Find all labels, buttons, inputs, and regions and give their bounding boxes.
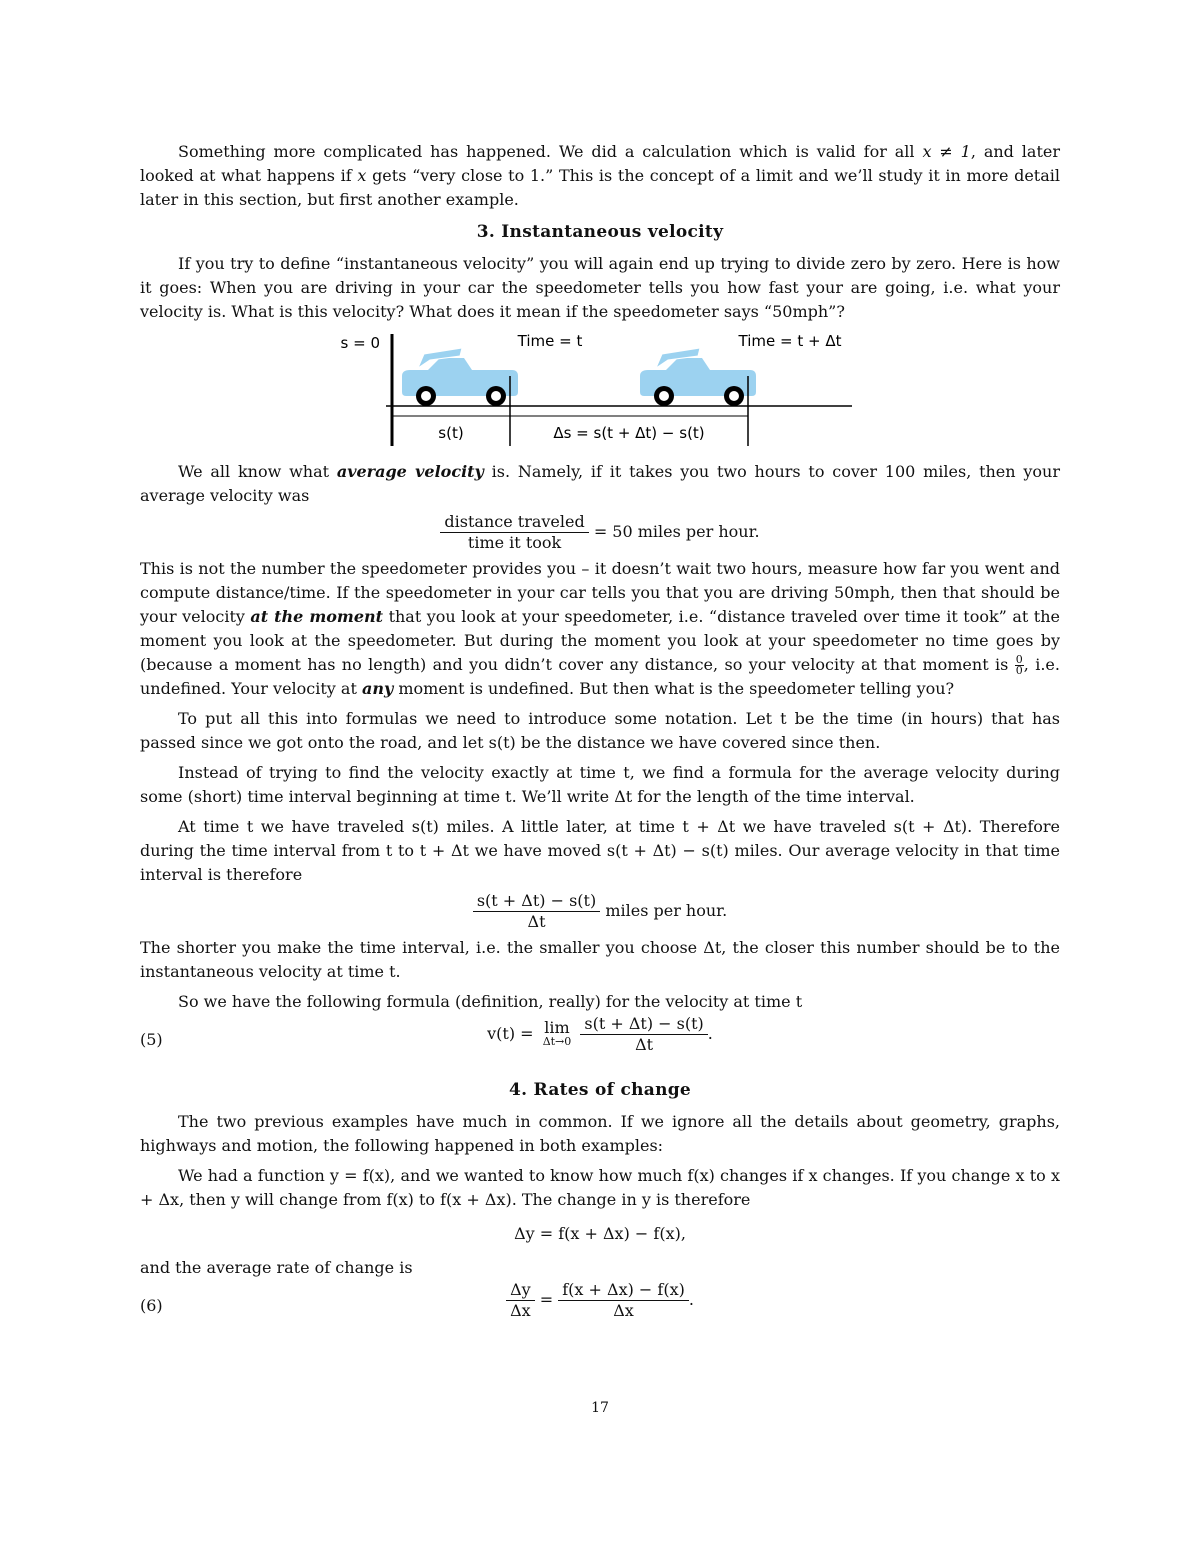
car-hubcap: [491, 391, 501, 401]
section-4-paragraph-2: We had a function y = f(x), and we wanted to know how much f(x) changes if x changes. If you change x to x + Δx, then y will change from f(x) to f(x + Δx). The change in y is therefore: [140, 1166, 1060, 1209]
page-content: [140, 140, 1060, 1336]
inline-math: x ≠ 1: [922, 142, 971, 161]
section-4-paragraph-3: and the average rate of change is: [140, 1258, 413, 1277]
section-3-paragraph-1: If you try to define “instantaneous velocity” you will again end up trying to divide zero by zero. Here is how it goes: When you are driving in your car the speedometer tells you how fast your are going, i.e. what your velocity is. What is this velocity? What does it mean if the speedometer says “50mph”?: [140, 254, 1060, 321]
average-velocity-term: average velocity: [336, 462, 484, 481]
section-3-paragraph-8: So we have the following formula (definition, really) for the velocity at time t: [178, 992, 803, 1011]
section-3-paragraph-6: At time t we have traveled s(t) miles. A little later, at time t + Δt we have traveled s(t + Δt). Therefore during the time interval from t to t + Δt we have moved s(t + Δt) − s(t) miles. Our average velocity in that time interval is therefore: [140, 817, 1060, 884]
section-4-heading: 4. Rates of change: [508, 1080, 692, 1100]
label-s-zero: s = 0: [340, 334, 380, 352]
section-3-paragraph-4: To put all this into formulas we need to introduce some notation. Let t be the time (in hours) that has passed since we got onto the road, and let s(t) be the distance we have covered since then.: [140, 709, 1060, 752]
intro-paragraph: Something more complicated has happened. We did a calculation which is valid for all x ≠ 1, and later looked at what happens if x gets “very close to 1.” This is the concept of a limit and we’ll study it in more detail later in this section, but first another example.: [140, 142, 1061, 209]
car-hubcap: [729, 391, 739, 401]
delta-y-formula: Δy = f(x + Δx) − f(x),: [514, 1224, 686, 1243]
car-hubcap: [421, 391, 431, 401]
section-3-heading: 3. Instantaneous velocity: [476, 222, 724, 242]
label-s-of-t: s(t): [438, 424, 464, 442]
zero-over-zero: $\frac{0}{0}$: [1015, 653, 1023, 677]
label-time-t: Time = t: [517, 332, 583, 350]
average-velocity-formula: $\frac{\text{distance traveled}}{\text{time it took}}$ = 50 miles per hour.: [140, 512, 1060, 553]
equation-number-6: (6): [140, 1296, 163, 1315]
section-3-paragraph-5: Instead of trying to find the velocity exactly at time t, we find a formula for the average velocity during some (short) time interval beginning at time t. We’ll write Δt for the length of the time interval.: [140, 763, 1060, 806]
section-3-paragraph-3: This is not the number the speedometer provides you – it doesn’t wait two hours, measure how far you went and compute distance/time. If the speedometer in your car tells you that you are driving 50mph, then that should be your velocity at the moment that you look at your speedometer, i.e. “distance traveled over time it took” at the moment you look at the speedometer. But during the moment you look at your speedometer no time goes by (because a moment has no length) and you didn’t cover any distance, so your velocity at that moment is $\frac{0}{0}$ , i.e. undefined. Your velocity at any moment is undefined. But then what is the speedometer telling you?: [140, 559, 1060, 698]
car-position-diagram: [340, 326, 860, 454]
page-number: 17: [591, 1400, 609, 1416]
equation-number-5: (5): [140, 1030, 163, 1049]
car-hubcap: [659, 391, 669, 401]
label-delta-s: Δs = s(t + Δt) − s(t): [553, 424, 705, 442]
equation-5: (5) v(t) = lim Δt→0 $\frac{s(t + \Delta t) - s(t)}{\Delta t}$ .: [140, 1014, 713, 1054]
section-3-paragraph-2: We all know what average velocity is. Namely, if it takes you two hours to cover 100 miles, then your average velocity was: [140, 462, 1060, 505]
car-2: [640, 348, 756, 406]
section-4-paragraph-1: The two previous examples have much in common. If we ignore all the details about geometry, graphs, highways and motion, the following happened in both examples:: [140, 1112, 1060, 1155]
label-time-t-plus-dt: Time = t + Δt: [738, 332, 842, 350]
section-3-paragraph-7: The shorter you make the time interval, i.e. the smaller you choose Δt, the closer this number should be to the instantaneous velocity at time t.: [140, 938, 1060, 981]
car-1: [402, 348, 518, 406]
average-velocity-interval-formula: $\frac{s(t + \Delta t) - s(t)}{\Delta t}$ miles per hour.: [140, 891, 1060, 932]
equation-6: (6) $\frac{\Delta y}{\Delta x}$ = $\frac{f(x + \Delta x) - f(x)}{\Delta x}$ .: [140, 1280, 694, 1320]
